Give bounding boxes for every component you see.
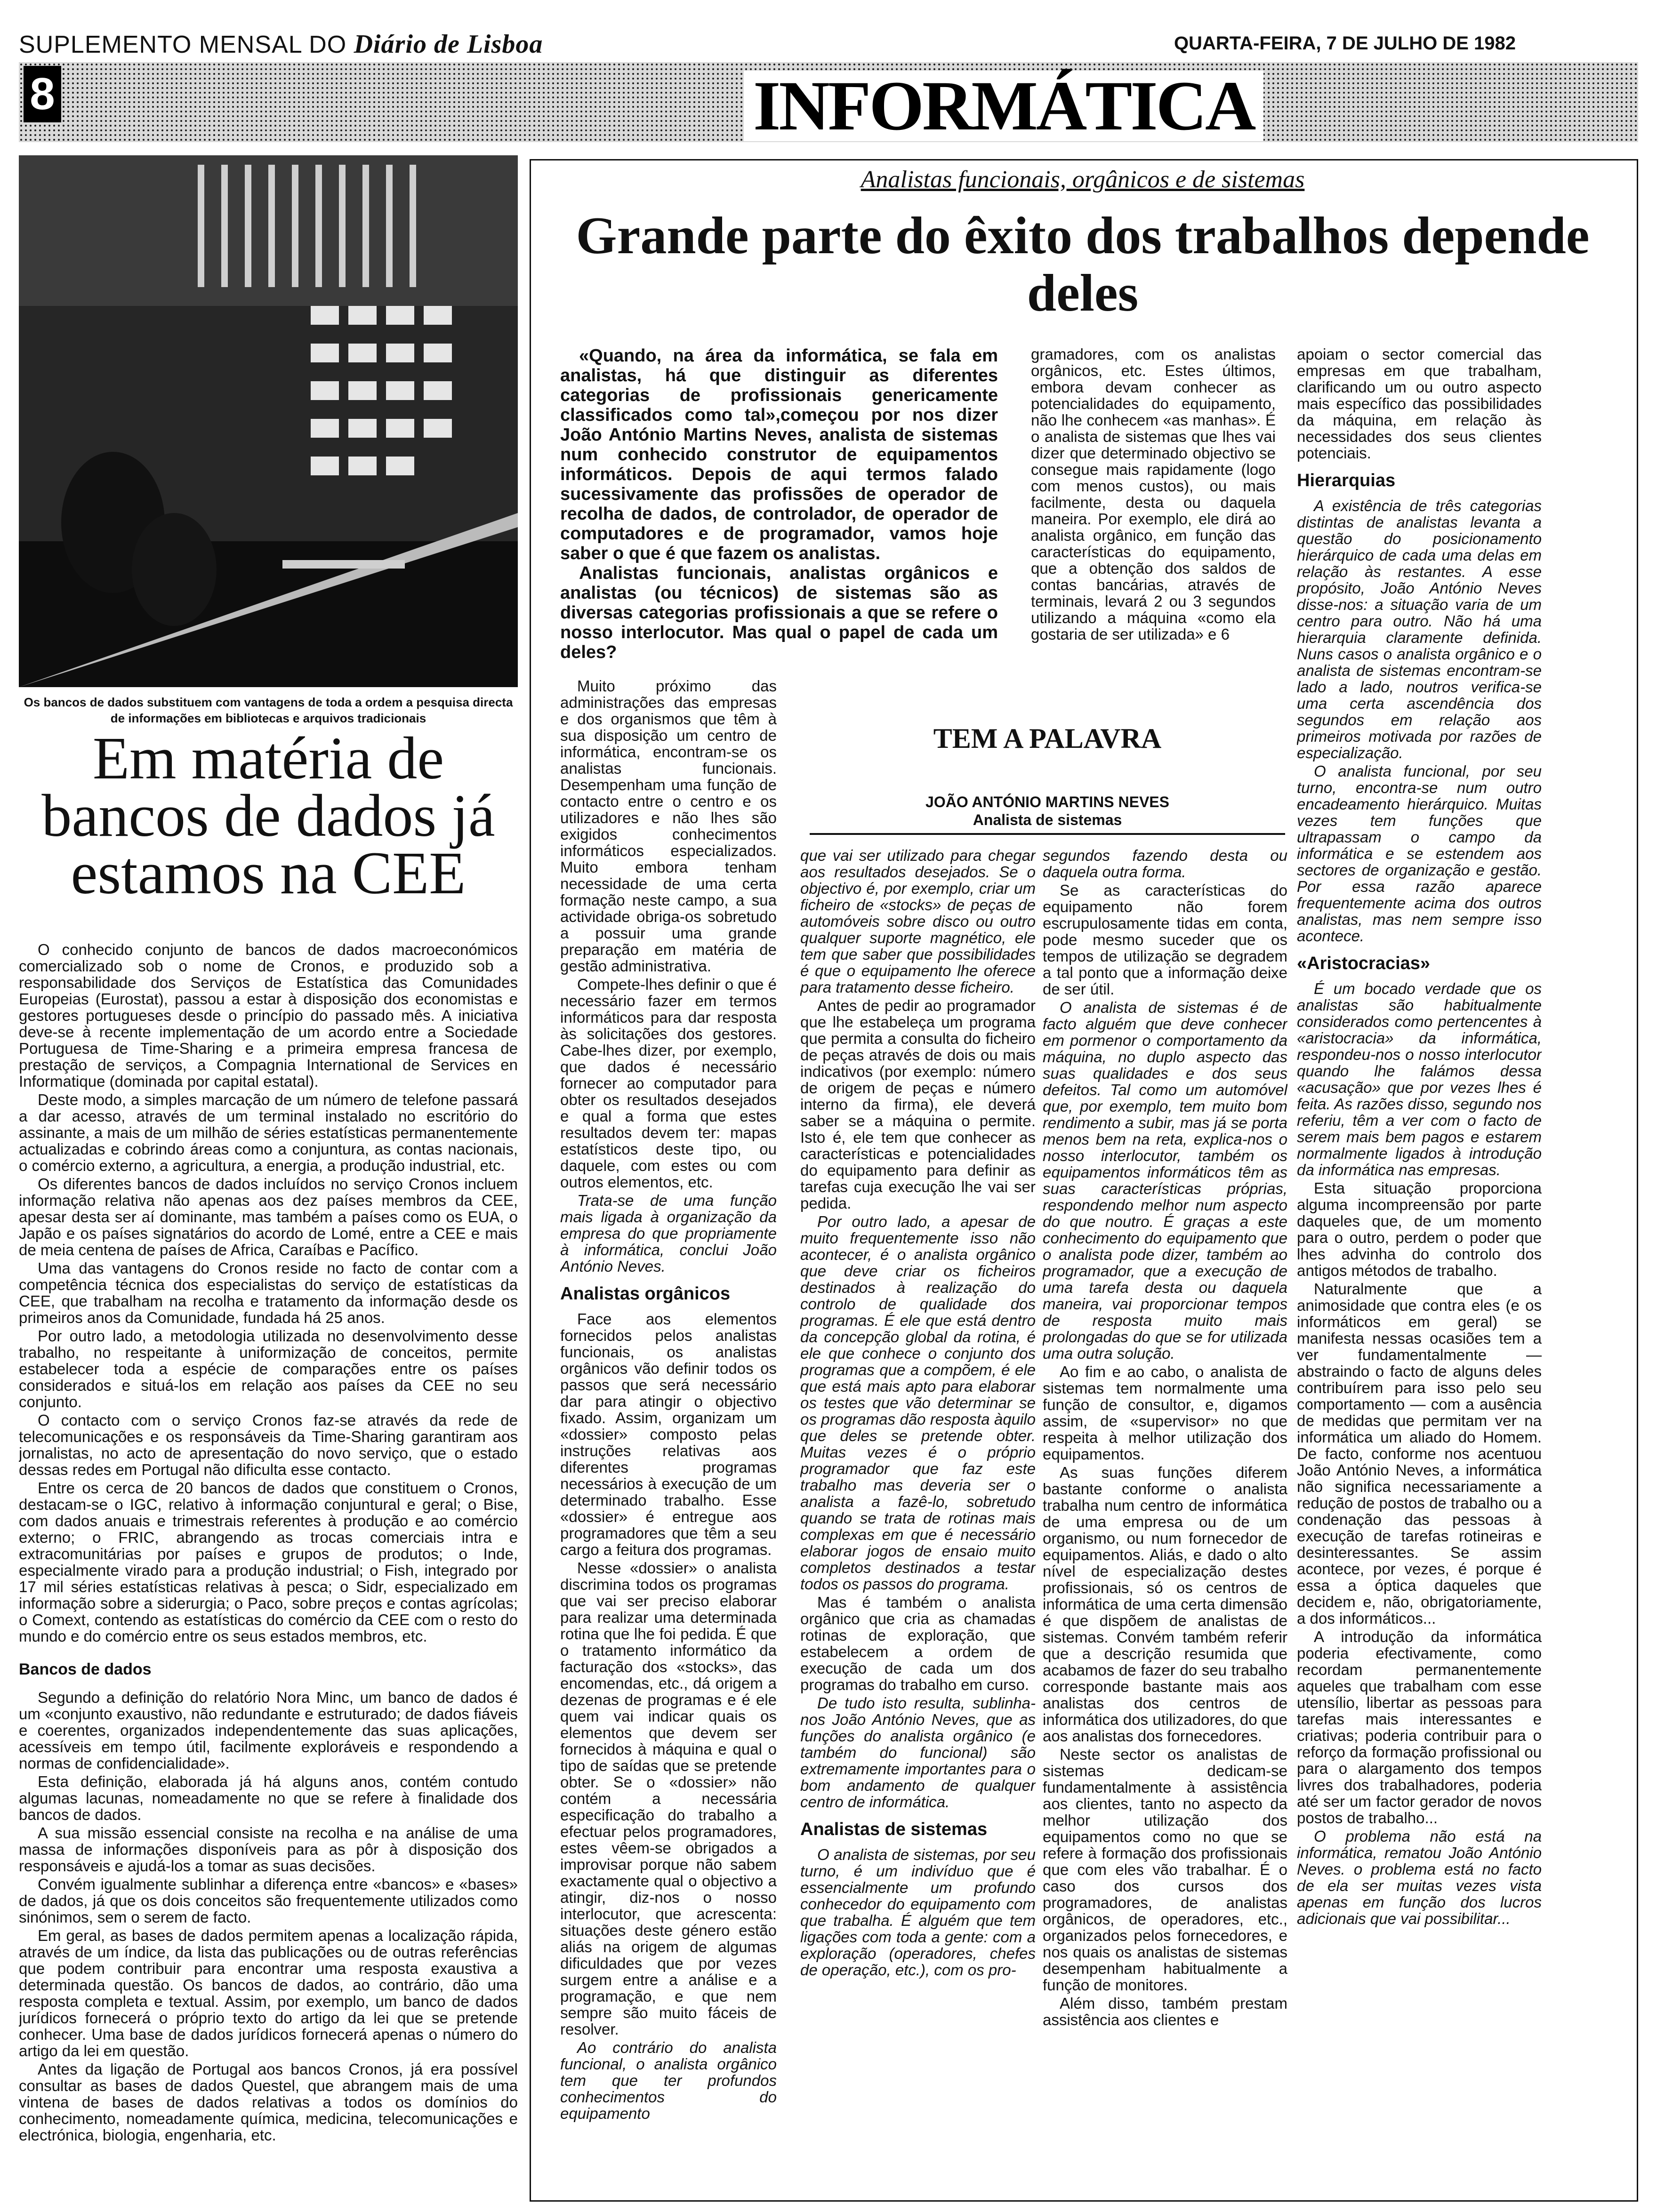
paragraph: Trata-se de uma função mais ligada à organização da empresa do que propriamente à informática, conclui João António Neves. <box>560 1192 777 1275</box>
paragraph: Compete-lhes definir o que é necessário fazer em termos informáticos para dar resposta às solicitações dos gestores. Cabe-lhes dizer, por exemplo, que dados é necessário fornecer ao computador para obter os resultados desejados e qual a forma que estes resultados devem ter: mapas estatísticos deste tipo, ou daquele, com estes ou com outros elementos, etc. <box>560 976 777 1191</box>
box-author <box>824 793 1271 829</box>
paragraph: segundos fazendo desta ou daquela outra forma. <box>1043 847 1287 881</box>
paragraph: Esta situação proporciona alguma incompreensão por parte daqueles que, de um momento para o outro, perdem o poder que lhes advinha do controlo dos antigos métodos de trabalho. <box>1297 1179 1542 1279</box>
left-article-body <box>19 941 518 2184</box>
box-title: TEM A PALAVRA <box>933 723 1162 754</box>
photo-caption: Os bancos de dados substituem com vantagens de toda a ordem a pesquisa directa de informações em bibliotecas e arquivos tradicionais <box>24 695 513 725</box>
paragraph: Entre os cerca de 20 bancos de dados que constituem o Cronos, destacam-se o IGC, relativo à informação conjuntural e geral; o Bise, com dados anuais e trimestrais referentes à produção e ao comércio externo; o FRIC, abrangendo as trocas comerciais intra e extracomunitárias por países e grupos de produtos; o Inde, especialmente virado para a produção industrial; o Fish, integrado por 17 mil séries estatísticas relativas à pesca; o Sidr, especializado em informação sobre a siderurgia; o Paco, sobre preços e contas agrícolas; o Comext, contendo as estatísticas do comércio da CEE com o resto do mundo e do comércio entre os seus estados membros, etc. <box>19 1479 518 1645</box>
paragraph: A sua missão essencial consiste na recolha e na análise de uma massa de informações disponíveis para as pôr à disposição dos responsáveis e ajudá-los a tomar as suas decisões. <box>19 1824 518 1875</box>
library-photo-image <box>19 155 518 687</box>
kicker <box>541 166 1624 193</box>
paragraph: Ao fim e ao cabo, o analista de sistemas tem normalmente uma função de consultor, e, digamos assim, de «supervisor» no que respeita à melhor utilização dos equipamentos. <box>1043 1363 1287 1463</box>
section-logo: INFORMÁTICA <box>744 71 1263 141</box>
paragraph: O analista funcional, por seu turno, encontra-se num outro encadeamento hierárquico. Muitas vezes tem funções que ultrapassam o campo da informática e se estendem aos sectores de organização e gestão. Por essa razão aparece frequentemente acima dos outros analistas, mas nem sempre isso acontece. <box>1297 762 1542 945</box>
paragraph: Face aos elementos fornecidos pelos analistas funcionais, os analistas orgânicos vão definir todos os passos que será necessário dar para atingir o objectivo fixado. Assim, organizam um «dossier» composto pelas instruções relativas aos diferentes programas necessários à execução de um determinado trabalho. Esse «dossier» é entregue aos programadores que têm a seu cargo a feitura dos programas. <box>560 1310 777 1558</box>
paragraph: apoiam o sector comercial das empresas em que trabalham, clarificando um ou outro aspecto mais específico das possibilidades da máquina, em relação às necessidades dos seus clientes potenciais. <box>1297 346 1542 462</box>
paragraph: O analista de sistemas é de facto alguém que deve conhecer em pormenor o comportamento da máquina, no duplo aspecto das suas qualidades e dos seus defeitos. Tal como um automóvel que, por exemplo, tem muito bom rendimento a subir, mas já se porta menos bem na reta, explica-nos o nosso interlocutor, também os equipamentos informáticos têm as suas características próprias, respondendo melhor num aspecto do que noutro. É graças a este conhecimento do equipamento que o analista pode dizer, também ao programador, que a execução de uma tarefa desta ou daquela maneira, vai proporcionar tempos de resposta muito mais prolongadas do que se for utilizada uma outra solução. <box>1043 999 1287 1362</box>
paragraph: O conhecido conjunto de bancos de dados macroeconómicos comercializado sob o nome de Cronos, e produzido sob a responsabilidade dos Serviços de Estatística das Comunidades Europeias (Eurostat), passou a estar à disposição dos economistas e gestores portugueses desde o princípio do passado mês. A iniciativa deve-se à recente implementação de um acordo entre a Sociedade Portuguesa de Time-Sharing e a primeira empresa francesa de prestação de serviços, a Compagnia International de Services en Informatique (dominada por capital estatal). <box>19 941 518 1090</box>
masthead-supplement <box>19 29 543 59</box>
box-rule <box>810 833 1285 835</box>
subhead-bancos: Bancos de dados <box>19 1660 152 1678</box>
paragraph: gramadores, com os analistas orgânicos, etc. Estes últimos, embora devam conhecer as potencialidades do equipamento, não lhe conhecem «as manhas». É o analista de sistemas que lhes vai dizer que determinado objectivo se consegue mais rapidamente (logo com menos custos), ou mais facilmente, desta ou daquela maneira. Por exemplo, ele dirá ao analista orgânico, em função das características do equipamento, que a obtenção dos saldos de contas bancárias, através de terminais, levará 2 ou 3 segundos utilizando a máquina «como ela gostaria de ser utilizada» e 6 <box>1031 346 1276 643</box>
lead-paragraph: Analistas funcionais, analistas orgânicos e analistas (ou técnicos) de sistemas são as diversas categorias profissionais a que se refere o nosso interlocutor. Mas qual o papel de cada um deles? <box>560 563 998 662</box>
paragraph: Naturalmente que a animosidade que contra eles (e os informáticos em geral) se manifesta nessas ocasiões tem a ver fundamentalmente — abstraindo o facto de alguns deles contribuírem para isso pelo seu comportamento — com a ausência de medidas que permitam ver na informática um aliado do Homem. De facto, conforme nos acentuou João António Neves, a informática não significa necessariamente a redução de postos de trabalho ou a condenação das pessoas à execução de tarefas rotineiras e desinteressantes. Se assim acontece, por vezes, é porque é essa a óptica daqueles que decidem e, não, obrigatoriamente, a dos informáticos... <box>1297 1280 1542 1627</box>
paragraph: Os diferentes bancos de dados incluídos no serviço Cronos incluem informação relativa não apenas aos dez países membros da CEE, apesar desta ser aí dominante, mas também a países como os EUA, o Japão e os países signatários do acordo de Lomé, entre a CEE e mais de meia centena de países de Africa, Caraíbas e Pacífico. <box>19 1175 518 1258</box>
page-number: 8 <box>24 66 61 122</box>
paragraph: O contacto com o serviço Cronos faz-se através da rede de telecomunicações e os responsáveis da Time-Sharing garantiram aos jornalistas, no acto de apresentação do novo serviço, que o estado dessas redes em Portugal não dificulta esse contacto. <box>19 1411 518 1478</box>
lead-paragraphs <box>560 346 998 675</box>
issue-date: QUARTA-FEIRA, 7 DE JULHO DE 1982 <box>1174 33 1516 54</box>
column-2-top <box>1031 346 1276 675</box>
paragraph: Deste modo, a simples marcação de um número de telefone passará a dar acesso, através de um terminal instalado no escritório do assinante, a mais de um milhão de séries estatísticas permanentemente actualizadas e cobrindo áreas como a conjuntura, as contas nacionais, o comércio externo, a agricultura, a energia, a produção industrial, etc. <box>19 1091 518 1174</box>
paragraph: que vai ser utilizado para chegar aos resultados desejados. Se o objectivo é, por exemplo, criar um ficheiro de «stocks» de peças de automóveis sobre disco ou outro qualquer suporte magnético, ele tem que saber que possibilidades é que o equipamento lhe oferece para tratamento desse ficheiro. <box>800 847 1036 996</box>
paragraph: Por outro lado, a metodologia utilizada no desenvolvimento desse trabalho, no respeitante à uniformização de conceitos, permite estabelecer toda a espécie de comparações entre os países considerados e situá-los em relação aos países da CEE no seu conjunto. <box>19 1327 518 1411</box>
paragraph: Se as características do equipamento não forem escrupulosamente tidas em conta, pode mesmo suceder que os tempos de utilização se degradem a tal ponto que a informação deixe de ser útil. <box>1043 882 1287 998</box>
paragraph: As suas funções diferem bastante conforme o analista trabalha num centro de informática de uma empresa ou de um organismo, ou num fornecedor de equipamentos. Aliás, e dado o alto nível de especialização destes profissionais, só os centros de informática de uma certa dimensão é que dispõem de analistas de sistemas. Convém também referir que a descrição resumida que acabamos de fazer do seu trabalho corresponde bastante mais aos analistas dos centros de informática dos utilizadores, do que aos analistas dos fornecedores. <box>1043 1464 1287 1745</box>
subhead-sistemas: Analistas de sistemas <box>800 1819 988 1839</box>
paragraph: Mas é também o analista orgânico que cria as chamadas rotinas de exploração, que estabelecem a ordem de execução de cada um dos programas do trabalho em curso. <box>800 1594 1036 1693</box>
paragraph: O analista de sistemas, por seu turno, é um indivíduo que é essencialmente um profundo conhecedor do equipamento com que trabalha. É alguém que tem ligações com toda a gente: com a exploração (operadores, chefes de operação, etc.), com os pro- <box>800 1846 1036 1979</box>
column-3 <box>1297 346 1542 2188</box>
newspaper-name: Diário de Lisboa <box>354 30 543 59</box>
paragraph: Convém igualmente sublinhar a diferença entre «bancos» e «bases» de dados, já que os dois conceitos são frequentemente utilizados como sinónimos, sem o serem de facto. <box>19 1875 518 1926</box>
paragraph: Por outro lado, a apesar de muito frequentemente isso não acontecer, é o analista orgânico que deve criar os ficheiros destinados à realização do controlo de qualidade dos programas. É ele que está dentro da concepção global da rotina, é ele que conhece o conjunto dos programas que a compõem, é ele que está mais apto para elaborar os testes que vão determinar se os programas dão resposta àquilo que deles se pretende obter. Muitas vezes é o próprio programador que faz este trabalho mas deveria ser o analista a fazê-lo, sobretudo quando se trata de rotinas mais complexas em que é necessário elaborar jogos de ensaio muito completos destinados a testar todos os passos do programa. <box>800 1213 1036 1593</box>
paragraph: Nesse «dossier» o analista discrimina todos os programas que vai ser preciso elaborar para realizar uma determinada rotina que lhe foi pedida. É que o tratamento informático da facturação dos «stocks», das encomendas, etc., dá origem a dezenas de programas e é ele quem vai indicar quais os elementos que devem ser fornecidos à máquina e qual o tipo de saídas que se pretende obter. Se o «dossier» não contém a necessária especificação do trabalho a efectuar pelos programadores, estes vêem-se obrigados a improvisar porque não sabem exactamente qual o objectivo a atingir, diz-nos o nosso interlocutor, que acrescenta: situações deste género estão aliás na origem de algumas dificuldades que por vezes surgem entre a análise e a programação, e que nem sempre são muito fáceis de resolver. <box>560 1559 777 2038</box>
paragraph: Em geral, as bases de dados permitem apenas a localização rápida, através de um índice, da lista das publicações ou de outras referências que podem contribuir para encontrar uma resposta exaustiva a determinada questão. Os bancos de dados, ao contrário, dão uma resposta completa e textual. Assim, por exemplo, um banco de dados jurídicos fornecerá o próprio texto do artigo da lei que se pretende conhecer. Uma base de dados jurídicos fornecerá apenas o número do artigo da lei em questão. <box>19 1927 518 2060</box>
paragraph: Ao contrário do analista funcional, o analista orgânico tem que ter profundos conhecimentos do equipamento <box>560 2039 777 2122</box>
library-photo <box>19 155 518 687</box>
paragraph: A introdução da informática poderia efectivamente, como recordam permanentemente aqueles que trabalham com esse utensílio, libertar as pessoas para tarefas mais interessantes e criativas; poderia contribuir para o reforço da formação profissional ou para o alargamento dos tempos livres dos trabalhadores, poderia até ser um factor gerador de novos postos de trabalho... <box>1297 1628 1542 1827</box>
subhead-hierarquias: Hierarquias <box>1297 471 1396 490</box>
paragraph: Além disso, também prestam assistência aos clientes e <box>1043 1995 1287 2028</box>
main-headline: Grande parte do êxito dos trabalhos depende deles <box>576 207 1590 322</box>
paragraph: Neste sector os analistas de sistemas dedicam-se fundamentalmente à assistência aos clientes, tanto no aspecto da melhor utilização dos equipamentos como no que se refere à formação dos profissionais que com eles vão trabalhar. É o caso dos cursos dos programadores, de analistas orgânicos, de operadores, etc., organizados pelos fornecedores, e nos quais os analistas de sistemas desempenham habitualmente a função de monitores. <box>1043 1746 1287 1994</box>
paragraph: Segundo a definição do relatório Nora Minc, um banco de dados é um «conjunto exaustivo, não redundante e estruturado; de dados fiáveis e coerentes, organizados independentemente das suas aplicações, acessíveis em tempo útil, facilmente exploráveis e respondendo a normas de confidencialidade». <box>19 1689 518 1772</box>
paragraph: Muito próximo das administrações das empresas e dos organismos que têm à sua disposição um centro de informática, encontram-se os analistas funcionais. Desempenham uma função de contacto entre o centro e os utilizadores e não lhes são exigidos conhecimentos informáticos especializados. Muito embora tenham necessidade de uma certa formação neste campo, a sua actividade obriga-os sobretudo a possuir uma grande preparação em matéria de gestão administrativa. <box>560 678 777 975</box>
kicker-text: Analistas funcionais, orgânicos e de sistemas <box>861 166 1305 193</box>
paragraph: Esta definição, elaborada já há alguns anos, contém contudo algumas lacunas, nomeadamente no que se refere à finalidade dos bancos de dados. <box>19 1773 518 1823</box>
paragraph: Antes da ligação de Portugal aos bancos Cronos, já era possível consultar as bases de dados Questel, que abrangem mais de uma vintena de bases de dados relativas a todos os domínios do conhecimento, nomeadamente química, medicina, telecomunicações e electrónica, biologia, engenharia, etc. <box>19 2060 518 2144</box>
paragraph: Antes de pedir ao programador que lhe estabeleça um programa que permita a consulta do ficheiro de peças através de dois ou mais indicativos (por exemplo: número de origem de peças e número interno da firma), ele deverá saber se a máquina o permite. Isto é, ele tem que conhecer as características e potencialidades do equipamento para definir as tarefas cuja execução lhe vai ser pedida. <box>800 997 1036 1212</box>
author-role: Analista de sistemas <box>973 811 1122 828</box>
column-2-lower <box>800 847 1036 2188</box>
subhead-aristocracias: «Aristocracias» <box>1297 954 1431 973</box>
supplement-label: SUPLEMENTO MENSAL DO <box>19 31 347 58</box>
paragraph: Uma das vantagens do Cronos reside no facto de contar com a competência técnica dos especialistas do serviço de estatísticas da CEE, que trabalham na recolha e tratamento da informação desde os primeiros anos da Comunidade, fundada há 25 anos. <box>19 1259 518 1326</box>
paragraph: De tudo isto resulta, sublinha-nos João António Neves, que as funções do analista orgânico (e também do funcional) são extremamente importantes para o bom andamento de qualquer centro de informática. <box>800 1694 1036 1811</box>
paragraph: O problema não está na informática, rematou João António Neves. o problema está no facto de ela ser muitas vezes vista apenas em função dos lucros adicionais que vai possibilitar... <box>1297 1827 1542 1927</box>
paragraph: A existência de três categorias distintas de analistas levanta a questão do posicionamento hierárquico de cada uma delas em relação às restantes. A esse propósito, João António Neves disse-nos: a situação varia de um centro para outro. Não há uma hierarquia claramente definida. Nuns casos o analista orgânico e o analista de sistemas encontram-se lado a lado, noutros verifica-se uma certa ascendência dos segundos em relação aos primeiros motivada por razões de especialização. <box>1297 497 1542 761</box>
column-2-lower-right <box>1043 847 1287 2188</box>
lead-paragraph: «Quando, na área da informática, se fala em analistas, há que distinguir as diferentes categorias de profissionais genericamente classificados como tal»,começou por nos dizer João António Martins Neves, analista de sistemas num conhecido construtor de equipamentos informáticos. Depois de aqui termos falado sucessivamente das profissões de operador de recolha de dados, de controlador, de operador de computadores e de programador, vamos hoje saber o que é que fazem os analistas. <box>560 346 998 563</box>
author-name: JOÃO ANTÓNIO MARTINS NEVES <box>925 793 1169 810</box>
paragraph: É um bocado verdade que os analistas são habitualmente considerados como pertencentes à «aristocracia» da informática, respondeu-nos o nosso interlocutor quando lhe falámos dessa «acusação» que por vezes lhes é feita. As razões disso, segundo nos referiu, têm a ver com o facto de serem mais bem pagos e estarem normalmente ligados à introdução da informática nas empresas. <box>1297 980 1542 1178</box>
subhead-organicos: Analistas orgânicos <box>560 1284 731 1304</box>
left-headline: Em matéria de bancos de dados já estamos na CEE <box>41 725 495 906</box>
column-1 <box>560 678 777 2188</box>
